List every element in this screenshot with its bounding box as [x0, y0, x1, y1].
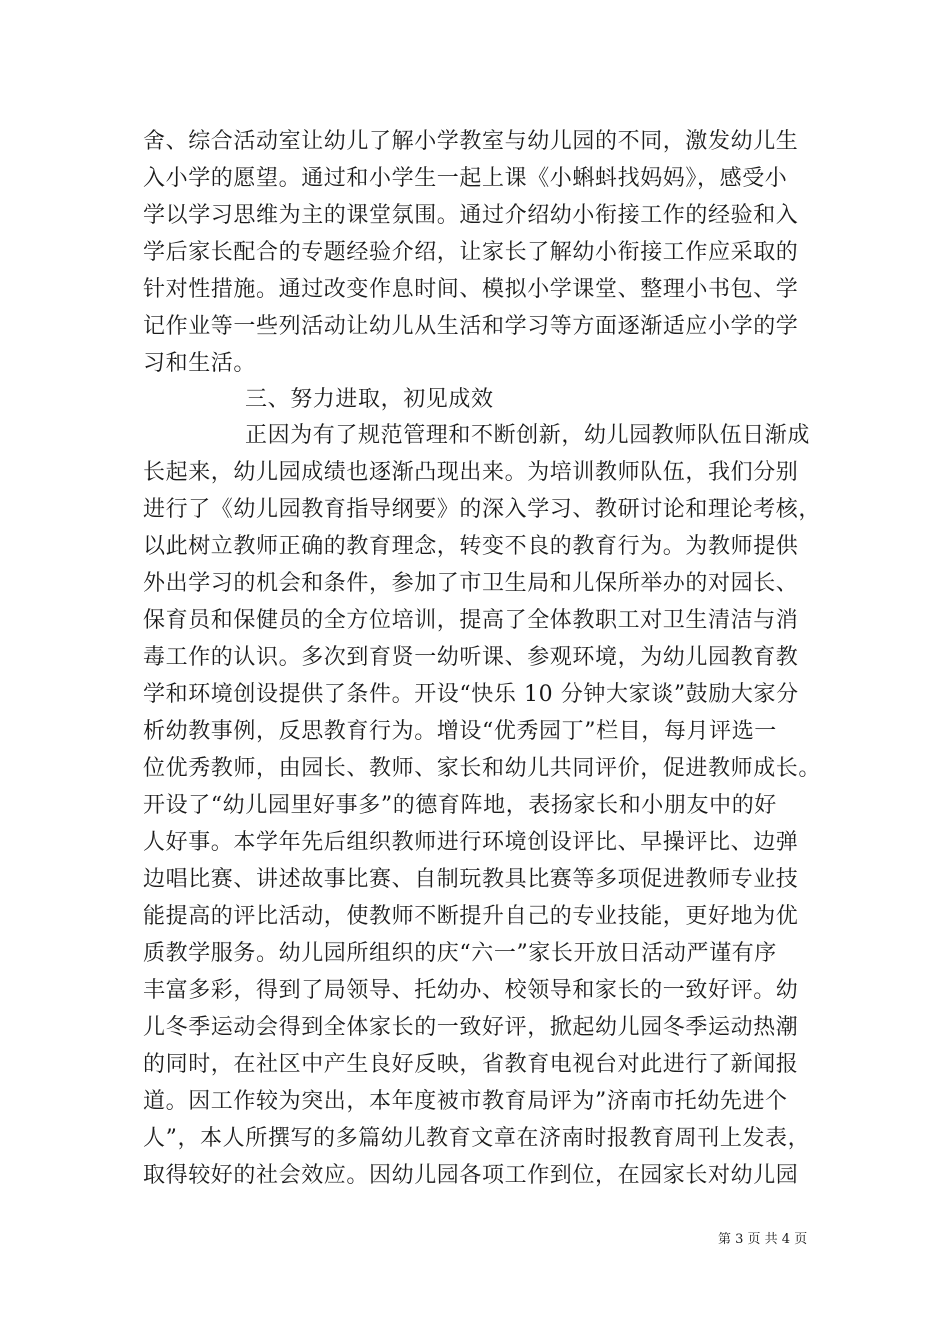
page-number: 第 3 页 共 4 页 [718, 1232, 808, 1247]
text-line: 针对性措施。通过改变作息时间、模拟小学课堂、整理小书包、学 [143, 277, 799, 302]
text-line: 习和生活。 [143, 351, 257, 376]
text-line: 学以学习思维为主的课堂氛围。通过介绍幼小衔接工作的经验和入 [143, 203, 799, 228]
text-line: 人好事。本学年先后组织教师进行环境创设评比、早操评比、边弹 [143, 830, 799, 855]
text-line: 道。因工作较为突出，本年度被市教育局评为”济南市托幼先进个 [143, 1089, 788, 1114]
text-line: 儿冬季运动会得到全体家长的一致好评，掀起幼儿园冬季运动热潮 [143, 1015, 799, 1040]
text-line: 长起来，幼儿园成绩也逐渐凸现出来。为培训教师队伍，我们分别 [143, 460, 799, 485]
text-line: 外出学习的机会和条件，参加了市卫生局和儿保所举办的对园长、 [143, 571, 799, 596]
text-line: 开设了“幼儿园里好事多”的德育阵地，表扬家长和小朋友中的好 [143, 793, 777, 818]
text-line: 学后家长配合的专题经验介绍，让家长了解幼小衔接工作应采取的 [143, 240, 799, 265]
section-heading: 三、努力进取，初见成效 [245, 387, 494, 412]
text-line: 记作业等一些列活动让幼儿从生活和学习等方面逐渐适应小学的学 [143, 314, 799, 339]
text-line: 保育员和保健员的全方位培训，提高了全体教职工对卫生清洁与消 [143, 608, 799, 633]
text-line: 析幼教事例，反思教育行为。增设“优秀园丁”栏目，每月评选一 [143, 719, 777, 744]
text-line: 入小学的愿望。通过和小学生一起上课《小蝌蚪找妈妈》，感受小 [143, 166, 788, 191]
text-line: 质教学服务。幼儿园所组织的庆“六一”家长开放日活动严谨有序 [143, 941, 777, 966]
text-line: 边唱比赛、讲述故事比赛、自制玩教具比赛等多项促进教师专业技 [143, 867, 799, 892]
text-line: 毒工作的认识。多次到育贤一幼听课、参观环境，为幼儿园教育教 [143, 645, 799, 670]
paragraph-first-line: 正因为有了规范管理和不断创新，幼儿园教师队伍日渐成 [245, 423, 811, 448]
text-line: 丰富多彩，得到了局领导、托幼办、校领导和家长的一致好评。幼 [143, 978, 799, 1003]
text-line: 位优秀教师，由园长、教师、家长和幼儿共同评价，促进教师成长。 [143, 756, 822, 781]
text-line: 能提高的评比活动，使教师不断提升自己的专业技能，更好地为优 [143, 904, 799, 929]
text-line: 舍、综合活动室让幼儿了解小学教室与幼儿园的不同，激发幼儿生 [143, 129, 799, 154]
text-line: 学和环境创设提供了条件。开设“快乐 10 分钟大家谈”鼓励大家分 [143, 682, 799, 707]
text-line: 进行了《幼儿园教育指导纲要》的深入学习、教研讨论和理论考核， [143, 497, 822, 522]
text-line: 人”，本人所撰写的多篇幼儿教育文章在济南时报教育周刊上发表， [143, 1126, 811, 1151]
text-line: 的同时，在社区中产生良好反映，省教育电视台对此进行了新闻报 [143, 1052, 799, 1077]
text-line: 以此树立教师正确的教育理念，转变不良的教育行为。为教师提供 [143, 534, 799, 559]
text-line: 取得较好的社会效应。因幼儿园各项工作到位，在园家长对幼儿园 [143, 1163, 799, 1188]
